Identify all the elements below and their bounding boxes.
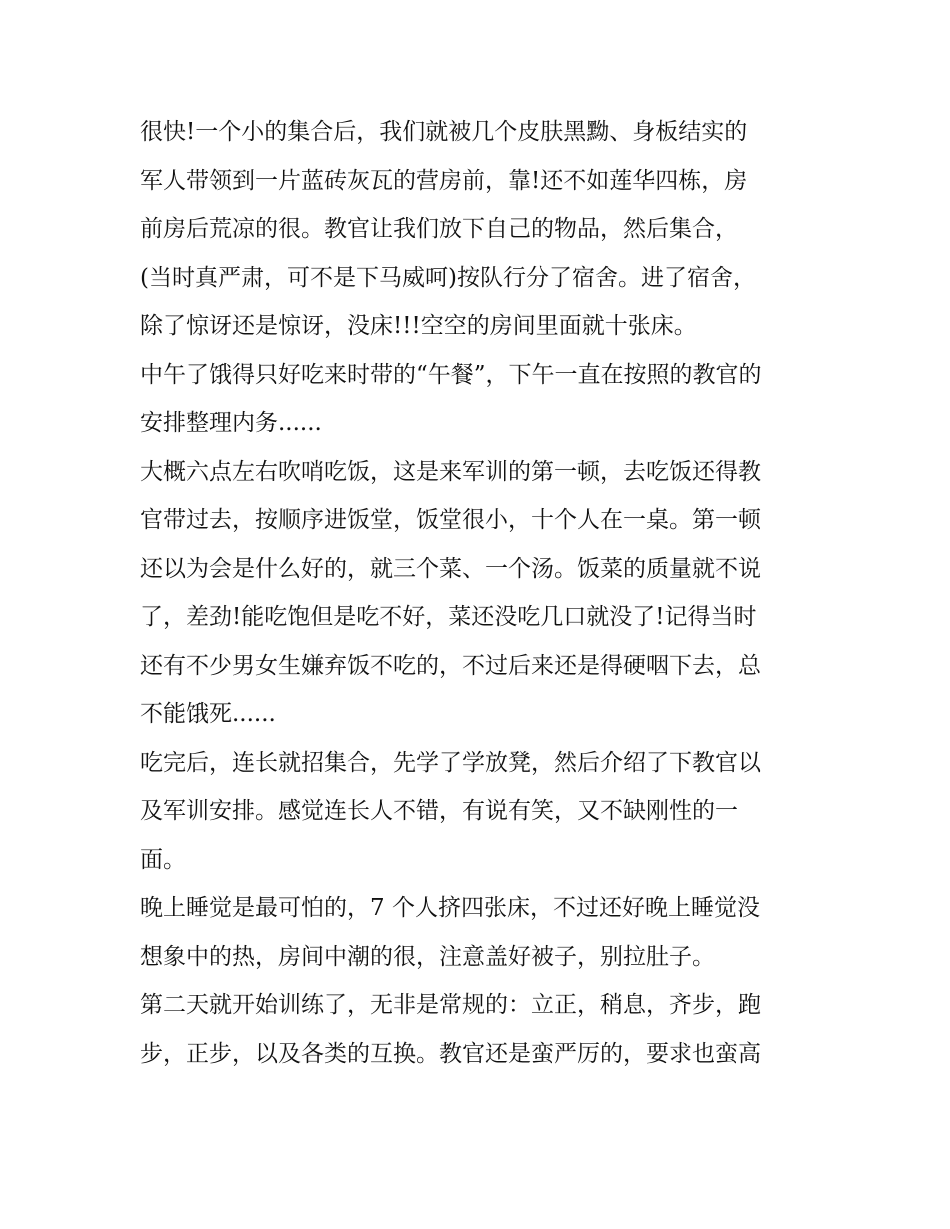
text-line: 除了惊讶还是惊讶，没床!!!空空的房间里面就十张床。: [140, 313, 697, 339]
text-line: 步，正步，以及各类的互换。教官还是蛮严厉的，要求也蛮高: [140, 1040, 761, 1067]
text-line: 面。: [140, 846, 186, 873]
text-line: 及军训安排。感觉连长人不错，有说有笑，又不缺刚性的一: [140, 798, 738, 824]
text-line: 不能饿死......: [140, 701, 276, 727]
text-line: 大概六点左右吹哨吃饭，这是来军训的第一顿，去吃饭还得教: [140, 458, 761, 485]
text-line: 想象中的热，房间中潮的很，注意盖好被子，别拉肚子。: [140, 943, 715, 970]
text-line: 安排整理内务......: [140, 410, 322, 436]
text-line: 官带过去，按顺序进饭堂，饭堂很小，十个人在一桌。第一顿: [140, 507, 761, 533]
text-line: 中午了饿得只好吃来时带的“午餐”，下午一直在按照的教官的: [140, 361, 762, 388]
text-line: 吃完后，连长就招集合，先学了学放凳，然后介绍了下教官以: [140, 749, 761, 776]
text-line: 军人带领到一片蓝砖灰瓦的营房前，靠!还不如莲华四栋，房: [140, 167, 748, 194]
text-line: 晚上睡觉是最可怕的，7 个人挤四张床，不过还好晚上睡觉没: [140, 895, 760, 921]
text-line: 第二天就开始训练了，无非是常规的：立正，稍息，齐步，跑: [140, 992, 761, 1018]
text-line: 前房后荒凉的很。教官让我们放下自己的物品，然后集合，: [140, 216, 738, 242]
text-line: 很快!一个小的集合后，我们就被几个皮肤黑黝、身板结实的: [140, 119, 748, 145]
text-line: 了，差劲!能吃饱但是吃不好，菜还没吃几口就没了!记得当时: [140, 604, 757, 630]
text-line: 还有不少男女生嫌弃饭不吃的，不过后来还是得硬咽下去，总: [140, 652, 761, 679]
text-line: 还以为会是什么好的，就三个菜、一个汤。饭菜的质量就不说: [140, 555, 761, 582]
body-text: [140, 108, 820, 1078]
text-line: (当时真严肃，可不是下马威呵)按队行分了宿舍。进了宿舍，: [140, 264, 756, 291]
